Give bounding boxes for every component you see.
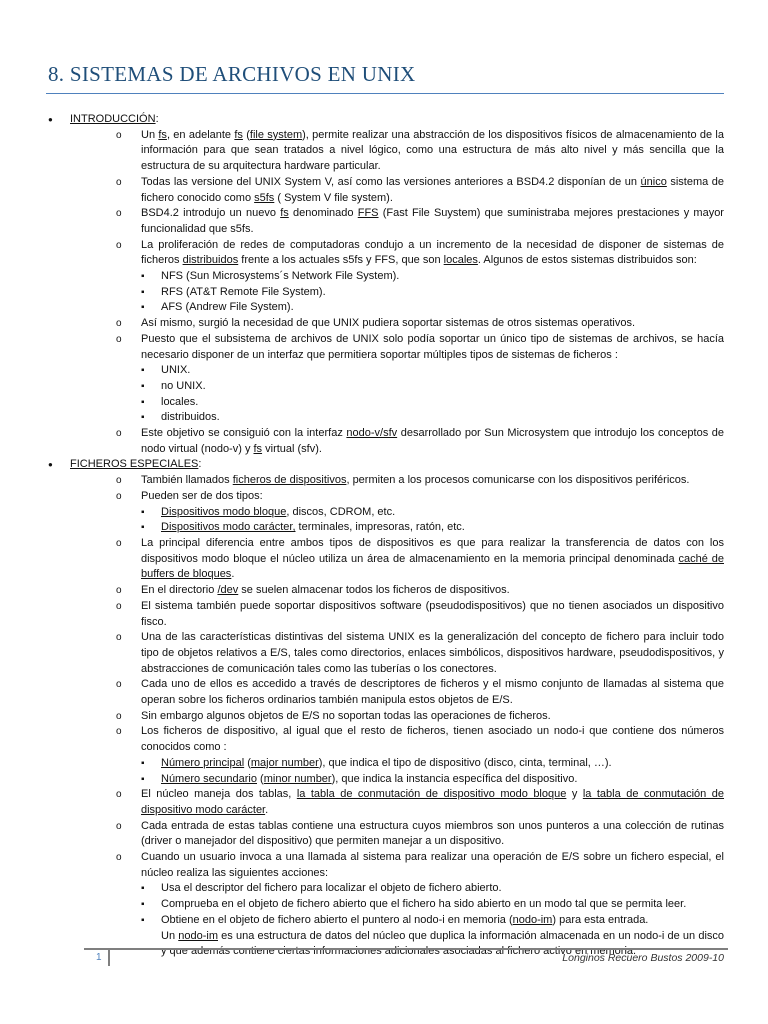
sub-list-item: ▪ distribuidos. bbox=[141, 410, 724, 426]
sub-list-item: ▪ Número principal (major number), que indica el tipo de dispositivo (disco, cinta, terminal, …). bbox=[141, 756, 724, 772]
list-item: o También llamados ficheros de dispositivos, permiten a los procesos comunicarse con los dispositivos periféricos. bbox=[70, 473, 724, 489]
list-item: o Cada entrada de estas tablas contiene una estructura cuyos miembros son unos punteros a una colección de rutinas (driver o manejador del dispositivo) que permiten manejar a un dispositivo. bbox=[70, 819, 724, 850]
section-heading: INTRODUCCIÓN bbox=[70, 113, 156, 125]
section-ficheros-especiales: ● FICHEROS ESPECIALES: o También llamados ficheros de dispositivos, permiten a los procesos comunicarse con los dispositivos periféricos. o Pueden ser de dos tipos: ▪ Dispositivos modo bloque, discos, CDROM, etc. ▪ Dispositivos modo carácter, terminales, impresoras, ratón, etc. o La principal diferencia entre ambos tipos de dispositivos es que para realizar la transferencia de datos con los dispositivos modo bloque el núcleo utiliza un área de almacenamiento en la memoria principal denominada caché de buffers de bloques. o En el directorio /dev se suelen almacenar todos los ficheros de dispositivos. o El sistema también puede soportar dispositivos software (pseudodispositivos) que no tienen asociados un dispositivo fisco. o Una de las características distintivas del sistema UNIX es la generalización del concepto de fichero para incluir todo tipo de objetos relativos a E/S, tales como directorios, enlaces simbólicos, dispositivos hardware, pseudodispositivos, y abstracciones de comunicación tales como las tuberías o los conectores. o Cada uno de ellos es accedido a través de descriptores de ficheros y el mismo conjunto de llamadas al sistema que operan sobre los ficheros ordinarios también manipula estos objetos de E/S. o Sin embargo algunos objetos de E/S no soportan todas las operaciones de ficheros. o Los ficheros de dispositivo, al igual que el resto de ficheros, tienen asociado un nodo-i que contiene dos números conocidos como : ▪ Número principal (major number), que indica el tipo de dispositivo (disco, cinta, terminal, …). ▪ Número secundario (minor number), que indica la instancia específica del dispositivo. o El núcleo maneja dos tablas, la tabla de conmutación de dispositivo modo bloque y la tabla de conmutación de dispositivo modo carácter. o Cada entrada de estas tablas contiene una estructura cuyos miembros son unos punteros a una colección de rutinas (driver o manejador del dispositivo) que permiten manejar a un dispositivo. o Cuando un usuario invoca a una llamada al sistema para realizar una operación de E/S sobre un fichero especial, el núcleo realiza las siguientes acciones: ▪ Usa el descriptor del fichero para localizar el objeto de fichero abierto. ▪ Comprueba en el objeto de fichero abierto que el fichero ha sido abierto en un modo tal que se permita leer. ▪ Obtiene en el objeto de fichero abierto el puntero al nodo-i en memoria (nodo-im) para esta entrada. Un nodo-im es una estructura de datos del núcleo que duplica la información almacenada en un nodo-i de un disco y que además contiene ciertas informaciones adicionales asociadas al fichero activo en memoria. bbox=[44, 457, 724, 960]
title-underline bbox=[46, 93, 724, 94]
list-item: o Este objetivo se consiguió con la interfaz nodo-v/sfv desarrollado por Sun Microsystem que introdujo los conceptos de nodo virtual (nodo-v) y fs virtual (sfv). bbox=[70, 426, 724, 457]
footer-rule bbox=[84, 948, 728, 950]
list-item: o Cuando un usuario invoca a una llamada al sistema para realizar una operación de E/S sobre un fichero especial, el núcleo realiza las siguientes acciones: ▪ Usa el descriptor del fichero para localizar el objeto de fichero abierto. ▪ Comprueba en el objeto de fichero abierto que el fichero ha sido abierto en un modo tal que se permita leer. ▪ Obtiene en el objeto de fichero abierto el puntero al nodo-i en memoria (nodo-im) para esta entrada. Un nodo-im es una estructura de datos del núcleo que duplica la información almacenada en un nodo-i de un disco y que además contiene ciertas informaciones adicionales asociadas al fichero activo en memoria. bbox=[70, 850, 724, 960]
footer-author: Longinos Recuero Bustos 2009-10 bbox=[562, 952, 724, 964]
sub-list-item: ▪ no UNIX. bbox=[141, 379, 724, 395]
sub-list-item: ▪ Número secundario (minor number), que indica la instancia específica del dispositivo. bbox=[141, 772, 724, 788]
footer-separator bbox=[108, 950, 110, 966]
document-title: 8. SISTEMAS DE ARCHIVOS EN UNIX bbox=[48, 62, 416, 86]
list-item: o Los ficheros de dispositivo, al igual que el resto de ficheros, tienen asociado un nodo-i que contiene dos números conocidos como : ▪ Número principal (major number), que indica el tipo de dispositivo (disco, cinta, terminal, …). ▪ Número secundario (minor number), que indica la instancia específica del dispositivo. bbox=[70, 724, 724, 787]
list-item: o Pueden ser de dos tipos: ▪ Dispositivos modo bloque, discos, CDROM, etc. ▪ Dispositivos modo carácter, terminales, impresoras, ratón, etc. bbox=[70, 489, 724, 536]
section-heading: FICHEROS ESPECIALES bbox=[70, 458, 199, 471]
list-item: o Todas las versione del UNIX System V, así como las versiones anteriores a BSD4.2 disponían de un único sistema de fichero conocido como s5fs ( System V file system). bbox=[70, 175, 724, 206]
sub-list-item: ▪ RFS (AT&T Remote File System). bbox=[141, 285, 724, 301]
list-item: o La principal diferencia entre ambos tipos de dispositivos es que para realizar la transferencia de datos con los dispositivos modo bloque el núcleo utiliza un área de almacenamiento en la memoria principal denominada caché de buffers de bloques. bbox=[70, 536, 724, 583]
sub-list-item: ▪ Obtiene en el objeto de fichero abierto el puntero al nodo-i en memoria (nodo-im) para esta entrada. Un nodo-im es una estructura de datos del núcleo que duplica la información almacenada en un nodo-i de un disco y que además contiene ciertas informaciones adicionales asociadas al fichero activo en memoria. bbox=[141, 913, 724, 960]
sub-list-item: ▪ Dispositivos modo carácter, terminales, impresoras, ratón, etc. bbox=[141, 520, 724, 536]
list-item: o Así mismo, surgió la necesidad de que UNIX pudiera soportar sistemas de otros sistemas operativos. bbox=[70, 316, 724, 332]
page-number: 1 bbox=[96, 952, 102, 963]
list-item: o Una de las características distintivas del sistema UNIX es la generalización del concepto de fichero para incluir todo tipo de objetos relativos a E/S, tales como directorios, enlaces simbólicos, dispositivos hardware, pseudodispositivos, y abstracciones de comunicación tales como las tuberías o los conectores. bbox=[70, 630, 724, 677]
list-item: o En el directorio /dev se suelen almacenar todos los ficheros de dispositivos. bbox=[70, 583, 724, 599]
sub-list-item: ▪ AFS (Andrew File System). bbox=[141, 300, 724, 316]
sub-list-item: ▪ NFS (Sun Microsystems´s Network File System). bbox=[141, 269, 724, 285]
sub-list-item: ▪ UNIX. bbox=[141, 363, 724, 379]
sub-list-item: ▪ Usa el descriptor del fichero para localizar el objeto de fichero abierto. bbox=[141, 881, 724, 897]
list-item: o Sin embargo algunos objetos de E/S no soportan todas las operaciones de ficheros. bbox=[70, 709, 724, 725]
list-item: o El sistema también puede soportar dispositivos software (pseudodispositivos) que no tienen asociados un dispositivo fisco. bbox=[70, 599, 724, 630]
document-body bbox=[44, 112, 724, 960]
list-item: o BSD4.2 introdujo un nuevo fs denominado FFS (Fast File Suystem) que suministraba mejores prestaciones y mayor funcionalidad que s5fs. bbox=[70, 206, 724, 237]
sub-list-item: ▪ locales. bbox=[141, 395, 724, 411]
section-introduccion: ● INTRODUCCIÓN: o Un fs, en adelante fs (file system), permite realizar una abstracción de los dispositivos físicos de almacenamiento de la información para que sean tratados a nivel lógico, como una estructura de más alto nivel y más sencilla que la estructura de su arquitectura hardware particular. o Todas las versione del UNIX System V, así como las versiones anteriores a BSD4.2 disponían de un único sistema de fichero conocido como s5fs ( System V file system). o BSD4.2 introdujo un nuevo fs denominado FFS (Fast File Suystem) que suministraba mejores prestaciones y mayor funcionalidad que s5fs. o La proliferación de redes de computadoras condujo a un incremento de la necesidad de disponer de sistemas de ficheros distribuidos frente a los actuales s5fs y FFS, que son locales. Algunos de estos sistemas distribuidos son: ▪ NFS (Sun Microsystems´s Network File System). ▪ RFS (AT&T Remote File System). ▪ AFS (Andrew File System). o Así mismo, surgió la necesidad de que UNIX pudiera soportar sistemas de otros sistemas operativos. o Puesto que el subsistema de archivos de UNIX solo podía soportar un único tipo de sistemas de archivos, se hacía necesario disponer de un interfaz que permitiera soportar múltiples tipos de sistemas de ficheros : ▪ UNIX. ▪ no UNIX. ▪ locales. ▪ distribuidos. o Este objetivo se consiguió con la interfaz nodo-v/sfv desarrollado por Sun Microsystem que introdujo los conceptos de nodo virtual (nodo-v) y fs virtual (sfv). bbox=[44, 112, 724, 457]
sub-list-item: ▪ Dispositivos modo bloque, discos, CDROM, etc. bbox=[141, 505, 724, 521]
sub-list-item: ▪ Comprueba en el objeto de fichero abierto que el fichero ha sido abierto en un modo tal que se permita leer. bbox=[141, 897, 724, 913]
list-item: o El núcleo maneja dos tablas, la tabla de conmutación de dispositivo modo bloque y la tabla de conmutación de dispositivo modo carácter. bbox=[70, 787, 724, 818]
list-item: o Puesto que el subsistema de archivos de UNIX solo podía soportar un único tipo de sistemas de archivos, se hacía necesario disponer de un interfaz que permitiera soportar múltiples tipos de sistemas de ficheros : ▪ UNIX. ▪ no UNIX. ▪ locales. ▪ distribuidos. bbox=[70, 332, 724, 426]
list-item: o La proliferación de redes de computadoras condujo a un incremento de la necesidad de disponer de sistemas de ficheros distribuidos frente a los actuales s5fs y FFS, que son locales. Algunos de estos sistemas distribuidos son: ▪ NFS (Sun Microsystems´s Network File System). ▪ RFS (AT&T Remote File System). ▪ AFS (Andrew File System). bbox=[70, 238, 724, 317]
list-item: o Cada uno de ellos es accedido a través de descriptores de ficheros y el mismo conjunto de llamadas al sistema que operan sobre los ficheros ordinarios también manipula estos objetos de E/S. bbox=[70, 677, 724, 708]
list-item: o Un fs, en adelante fs (file system), permite realizar una abstracción de los dispositivos físicos de almacenamiento de la información para que sean tratados a nivel lógico, como una estructura de más alto nivel y más sencilla que la estructura de su arquitectura hardware particular. bbox=[70, 128, 724, 175]
